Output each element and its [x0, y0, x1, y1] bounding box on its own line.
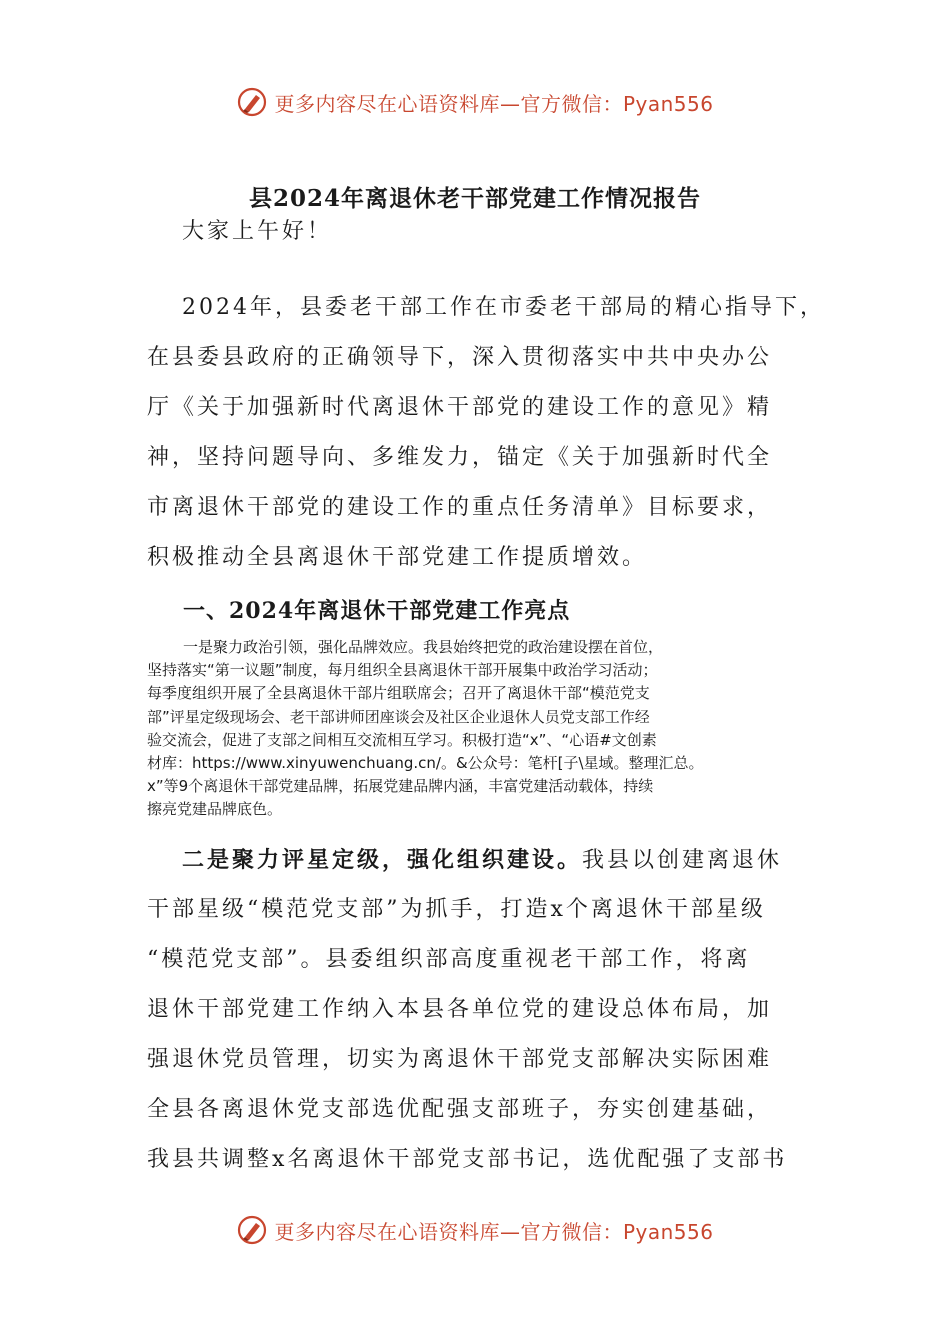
small-line: 部”评星定级现场会、老干部讲师团座谈会及社区企业退休人员党支部工作经 [147, 707, 650, 726]
paragraph-lead-rest: 我县以创建离退休 [582, 848, 783, 873]
paragraph-intro [147, 283, 825, 583]
document-title: 县2024年离退休老干部党建工作情况报告 [248, 185, 701, 212]
paragraph-lead: 二是聚力评星定级，强化组织建设。 [182, 847, 583, 873]
pen-nib-logo-icon [236, 86, 268, 118]
paragraph-line: 厅《关于加强新时代离退休干部党的建设工作的意见》精 [147, 395, 773, 420]
section-heading: 一、2024年离退休干部党建工作亮点 [183, 598, 571, 624]
paragraph-line: 我县共调整x名离退休干部党支部书记，选优配强了支部书 [147, 1147, 788, 1172]
greeting-text: 大家上午好！ [182, 219, 333, 244]
paragraph-line: 市离退休干部党的建设工作的重点任务清单》目标要求， [147, 495, 773, 520]
small-line: 每季度组织开展了全县离退休干部片组联席会；召开了离退休干部“模范党支 [147, 684, 650, 703]
header-watermark-banner [0, 82, 950, 122]
paragraph-line: “模范党支部”。县委组织部高度重视老干部工作，将离 [147, 947, 751, 972]
small-line: 材库：https://www.xinyuwenchuang.cn/。&公众号：笔杆[子\星域。整理汇总。 [147, 753, 704, 772]
small-line: 一是聚力政治引领，强化品牌效应。我县始终把党的政治建设摆在首位， [183, 638, 664, 656]
greeting [147, 207, 807, 257]
paragraph-line: 强退休党员管理，切实为离退休干部党支部解决实际困难 [147, 1047, 773, 1072]
banner-text: 更多内容尽在心语资料库—官方微信：Pyan556 [274, 91, 714, 116]
paragraph-line: 积极推动全县离退休干部党建工作提质增效。 [147, 545, 648, 570]
paragraph-line: 全县各离退休党支部选优配强支部班子，夯实创建基础， [147, 1097, 773, 1122]
paragraph-line: 在县委县政府的正确领导下，深入贯彻落实中共中央办公 [147, 345, 773, 370]
paragraph-line: 2024年，县委老干部工作在市委老干部局的精心指导下， [182, 295, 825, 320]
small-line: 擦亮党建品牌底色。 [147, 800, 283, 819]
small-line: x”等9个离退休干部党建品牌，拓展党建品牌内涵，丰富党建活动载体，持续 [147, 777, 654, 796]
pen-nib-logo-icon [236, 1214, 268, 1246]
footer-watermark-banner [0, 1210, 950, 1250]
paragraph-line: 干部星级“模范党支部”为抓手，打造x个离退休干部星级 [147, 897, 766, 922]
paragraph-political-guidance [147, 636, 807, 822]
paragraph-line: 神，坚持问题导向、多维发力，锚定《关于加强新时代全 [147, 445, 773, 470]
paragraph-star-rating [147, 835, 807, 1185]
paragraph-line: 退休干部党建工作纳入本县各单位党的建设总体布局，加 [147, 997, 773, 1022]
paragraph-first-line [147, 835, 807, 885]
small-line: 坚持落实“第一议题”制度，每月组织全县离退休干部开展集中政治学习活动； [147, 661, 658, 680]
small-line: 验交流会，促进了支部之间相互交流相互学习。积极打造“x”、“心语#文创素 [147, 730, 657, 749]
banner-text: 更多内容尽在心语资料库—官方微信：Pyan556 [274, 1219, 714, 1244]
